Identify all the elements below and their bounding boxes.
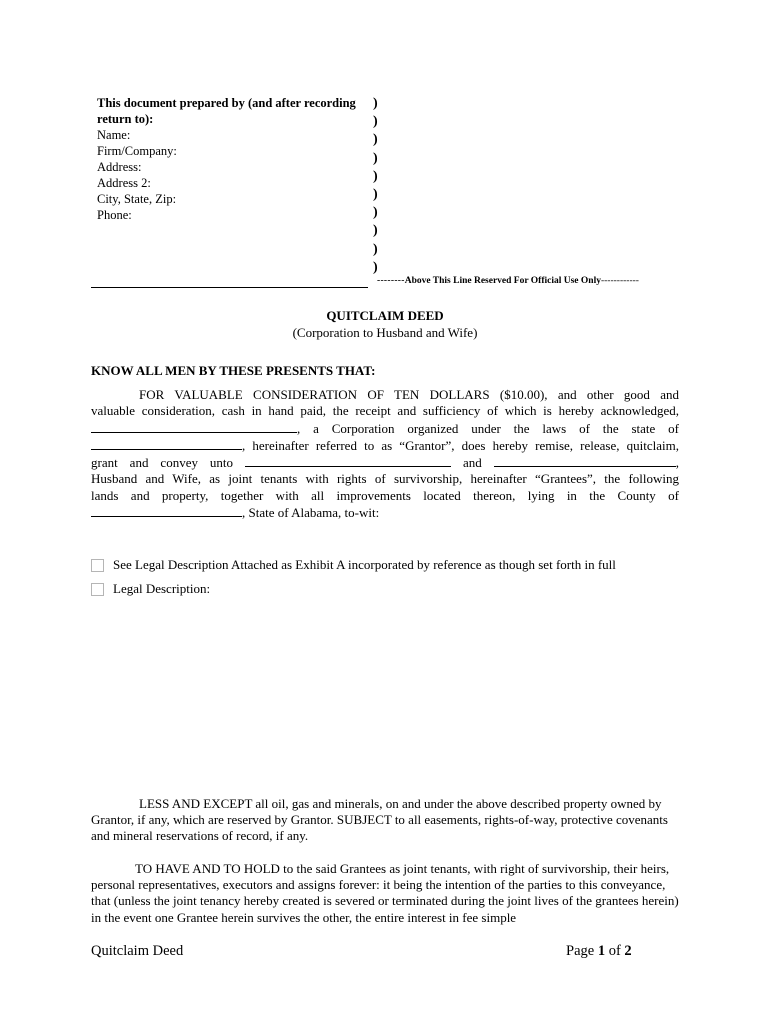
paren: ) (373, 150, 378, 166)
preparer-city-label: City, State, Zip: (97, 192, 177, 206)
consideration-paragraph (91, 387, 679, 521)
consideration-text-5c: , (675, 455, 680, 471)
exhibit-a-checkbox[interactable] (91, 559, 104, 572)
preparer-block (97, 95, 369, 223)
grantee1-name-blank[interactable] (245, 454, 451, 467)
consideration-line-2: valuable consideration, cash in hand paid, the receipt and sufficiency of which is hereby acknowledged, (91, 403, 679, 419)
consideration-line-3 (91, 420, 679, 437)
grantee2-name-blank[interactable] (494, 454, 676, 467)
official-dashes-right: ------------ (600, 276, 639, 286)
preparer-name-label: Name: (97, 128, 131, 142)
preparer-address2-label: Address 2: (97, 176, 151, 190)
grantor-name-blank[interactable] (91, 420, 297, 433)
paren: ) (373, 259, 378, 275)
official-use-text: Above This Line Reserved For Official Use Only (404, 276, 601, 286)
preparer-address-label: Address: (97, 160, 142, 174)
know-all-heading: KNOW ALL MEN BY THESE PRESENTS THAT: (91, 363, 376, 378)
consideration-line-6: Husband and Wife, as joint tenants with rights of survivorship, hereinafter “Grantees”, the following (91, 471, 679, 487)
county-blank[interactable] (91, 504, 242, 517)
official-dashes-left: -------- (377, 276, 405, 286)
legal-description-option[interactable] (91, 581, 210, 597)
paren: ) (373, 132, 378, 148)
legal-description-label: Legal Description: (113, 581, 211, 596)
consideration-text-5a: grant and convey unto (91, 455, 234, 471)
preparer-firm-label: Firm/Company: (97, 144, 177, 158)
consideration-line-7: lands and property, together with all improvements located thereon, lying in the County of (91, 487, 679, 503)
footer-total-pages: 2 (624, 943, 632, 959)
preparer-heading-line2: return to): (97, 112, 154, 126)
exhibit-a-option[interactable] (91, 557, 616, 573)
preparer-parentheses (373, 95, 378, 277)
consideration-line-8 (91, 504, 679, 521)
preparer-signature-line (91, 287, 368, 288)
consideration-line-5 (91, 454, 679, 471)
consideration-text-5b: and (463, 455, 482, 471)
paren: ) (373, 187, 378, 203)
consideration-text-3: , a Corporation organized under the laws of the state of (297, 420, 679, 436)
preparer-heading-line1: This document prepared by (and after recording (97, 96, 356, 110)
legal-description-checkbox[interactable] (91, 583, 104, 596)
footer-of-word: of (608, 943, 621, 959)
paren: ) (373, 168, 378, 184)
preparer-phone-label: Phone: (97, 208, 132, 222)
footer-page-word: Page (566, 943, 595, 959)
paren: ) (373, 205, 378, 221)
consideration-text-1: FOR VALUABLE CONSIDERATION OF TEN DOLLARS ($10.00), and other good and (139, 387, 679, 402)
document-title: QUITCLAIM DEED (326, 308, 444, 323)
paren: ) (373, 241, 378, 257)
less-and-except-paragraph: LESS AND EXCEPT all oil, gas and minerals, on and under the above described property owned by Grantor, if any, which are reserved by Grantor. SUBJECT to all easements, rights-of-way, protective covenants and mineral reservations of record, if any. (91, 796, 668, 844)
consideration-text-8: , State of Alabama, to-wit: (242, 505, 380, 521)
consideration-text-4: , hereinafter referred to as “Grantor”, does hereby remise, release, quitclaim, (242, 437, 679, 453)
official-use-line (377, 276, 639, 286)
exhibit-a-label: See Legal Description Attached as Exhibit A incorporated by reference as though set forth in full (113, 557, 616, 572)
to-have-and-hold-paragraph: TO HAVE AND TO HOLD to the said Grantees as joint tenants, with right of survivorship, their heirs, personal representatives, executors and assigns forever: it being the intention of the parties to this conveyance, that (unless the joint tenancy hereby created is severed or terminated during the joint lives of the grantees herein) in the event one Grantee herein survives the other, the entire interest in fee simple (91, 861, 679, 925)
document-subtitle: (Corporation to Husband and Wife) (292, 325, 478, 340)
paren: ) (373, 223, 378, 239)
paren: ) (373, 96, 378, 111)
grantor-state-blank[interactable] (91, 437, 242, 450)
footer-page-number (566, 943, 632, 960)
footer-current-page: 1 (597, 943, 606, 959)
consideration-line-4 (91, 437, 679, 454)
footer-document-name: Quitclaim Deed (91, 943, 184, 959)
consideration-line-1 (91, 387, 679, 403)
paren: ) (373, 114, 378, 130)
